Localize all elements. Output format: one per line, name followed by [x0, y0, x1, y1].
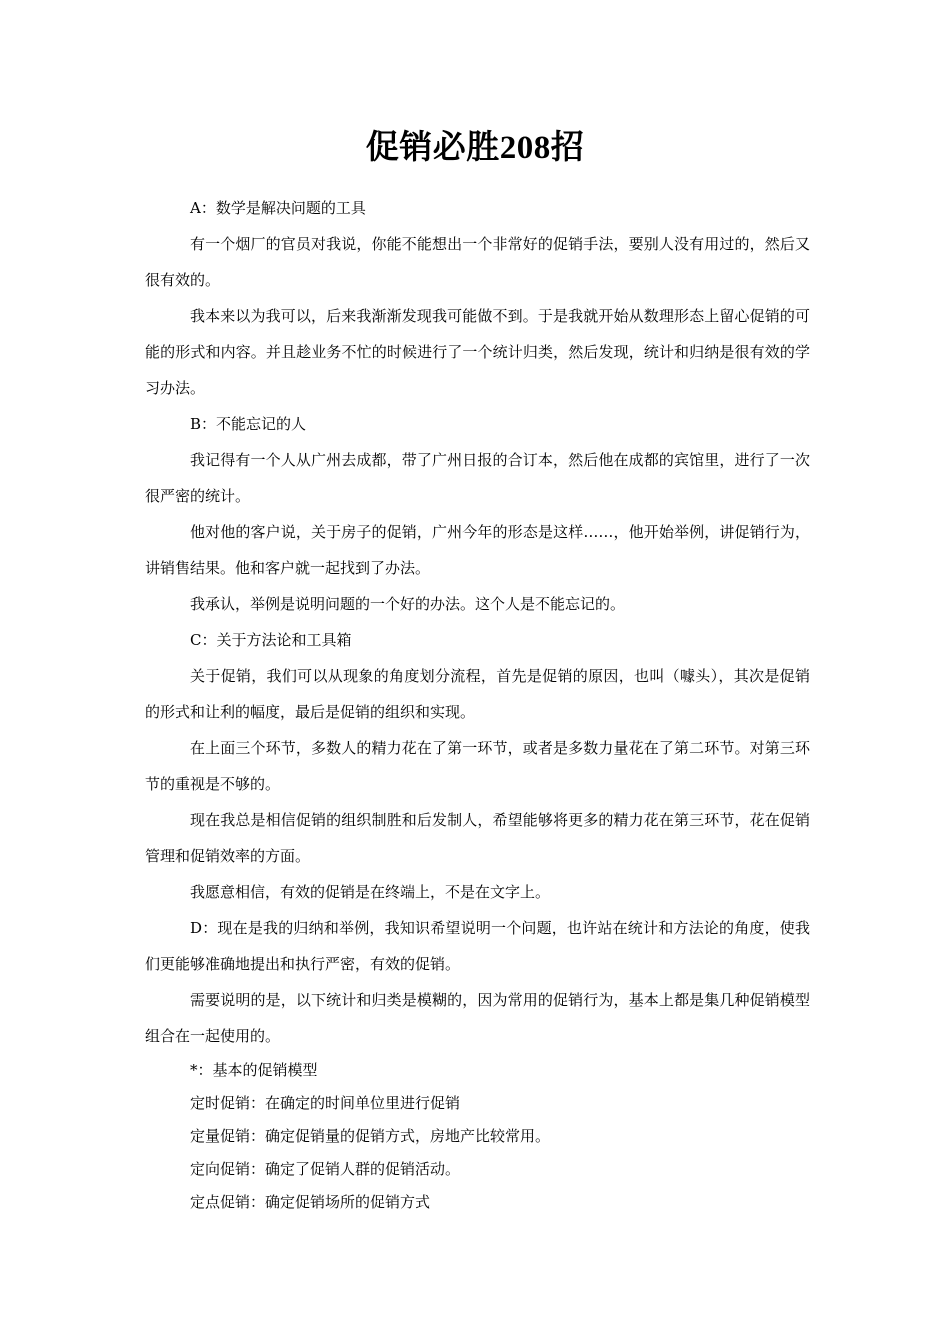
paragraph: 我愿意相信，有效的促销是在终端上，不是在文字上。	[190, 883, 551, 901]
paragraph: 我记得有一个人从广州去成都，带了广州日报的合订本，然后他在成都的宾馆里，进行了一次很严密的统计。	[145, 451, 810, 505]
document-title: 促销必胜208招	[365, 130, 585, 166]
paragraph: 关于促销，我们可以从现象的角度划分流程，首先是促销的原因，也叫（噱头），其次是促销的形式和让利的幅度，最后是促销的组织和实现。	[145, 667, 810, 721]
section-heading-b: B：不能忘记的人	[190, 415, 307, 433]
paragraph: 有一个烟厂的官员对我说，你能不能想出一个非常好的促销手法，要别人没有用过的，然后又很有效的。	[145, 235, 810, 289]
paragraph: 我本来以为我可以，后来我渐渐发现我可能做不到。于是我就开始从数理形态上留心促销的可能的形式和内容。并且趁业务不忙的时候进行了一个统计归类，然后发现，统计和归纳是很有效的学习办法。	[145, 307, 810, 397]
document-body	[145, 190, 810, 1219]
paragraph: 我承认，举例是说明问题的一个好的办法。这个人是不能忘记的。	[190, 595, 626, 613]
list-item: 定点促销：确定促销场所的促销方式	[190, 1193, 431, 1211]
section-heading-c: C：关于方法论和工具箱	[190, 631, 352, 649]
section-heading-d: D：现在是我的归纳和举例，我知识希望说明一个问题，也许站在统计和方法论的角度，使我们更能够准确地提出和执行严密，有效的促销。	[145, 919, 810, 973]
paragraph: 需要说明的是，以下统计和归类是模糊的，因为常用的促销行为，基本上都是集几种促销模型组合在一起使用的。	[145, 991, 810, 1045]
section-heading-models: *：基本的促销模型	[190, 1061, 318, 1079]
list-item: 定时促销：在确定的时间单位里进行促销	[190, 1094, 461, 1112]
paragraph: 他对他的客户说，关于房子的促销，广州今年的形态是这样……，他开始举例，讲促销行为，讲销售结果。他和客户就一起找到了办法。	[145, 523, 810, 577]
list-item: 定量促销：确定促销量的促销方式，房地产比较常用。	[190, 1127, 551, 1145]
paragraph: 现在我总是相信促销的组织制胜和后发制人，希望能够将更多的精力花在第三环节，花在促销管理和促销效率的方面。	[145, 811, 810, 865]
list-item: 定向促销：确定了促销人群的促销活动。	[190, 1160, 461, 1178]
section-heading-a: A：数学是解决问题的工具	[190, 199, 366, 217]
paragraph: 在上面三个环节，多数人的精力花在了第一环节，或者是多数力量花在了第二环节。对第三环节的重视是不够的。	[145, 739, 810, 793]
